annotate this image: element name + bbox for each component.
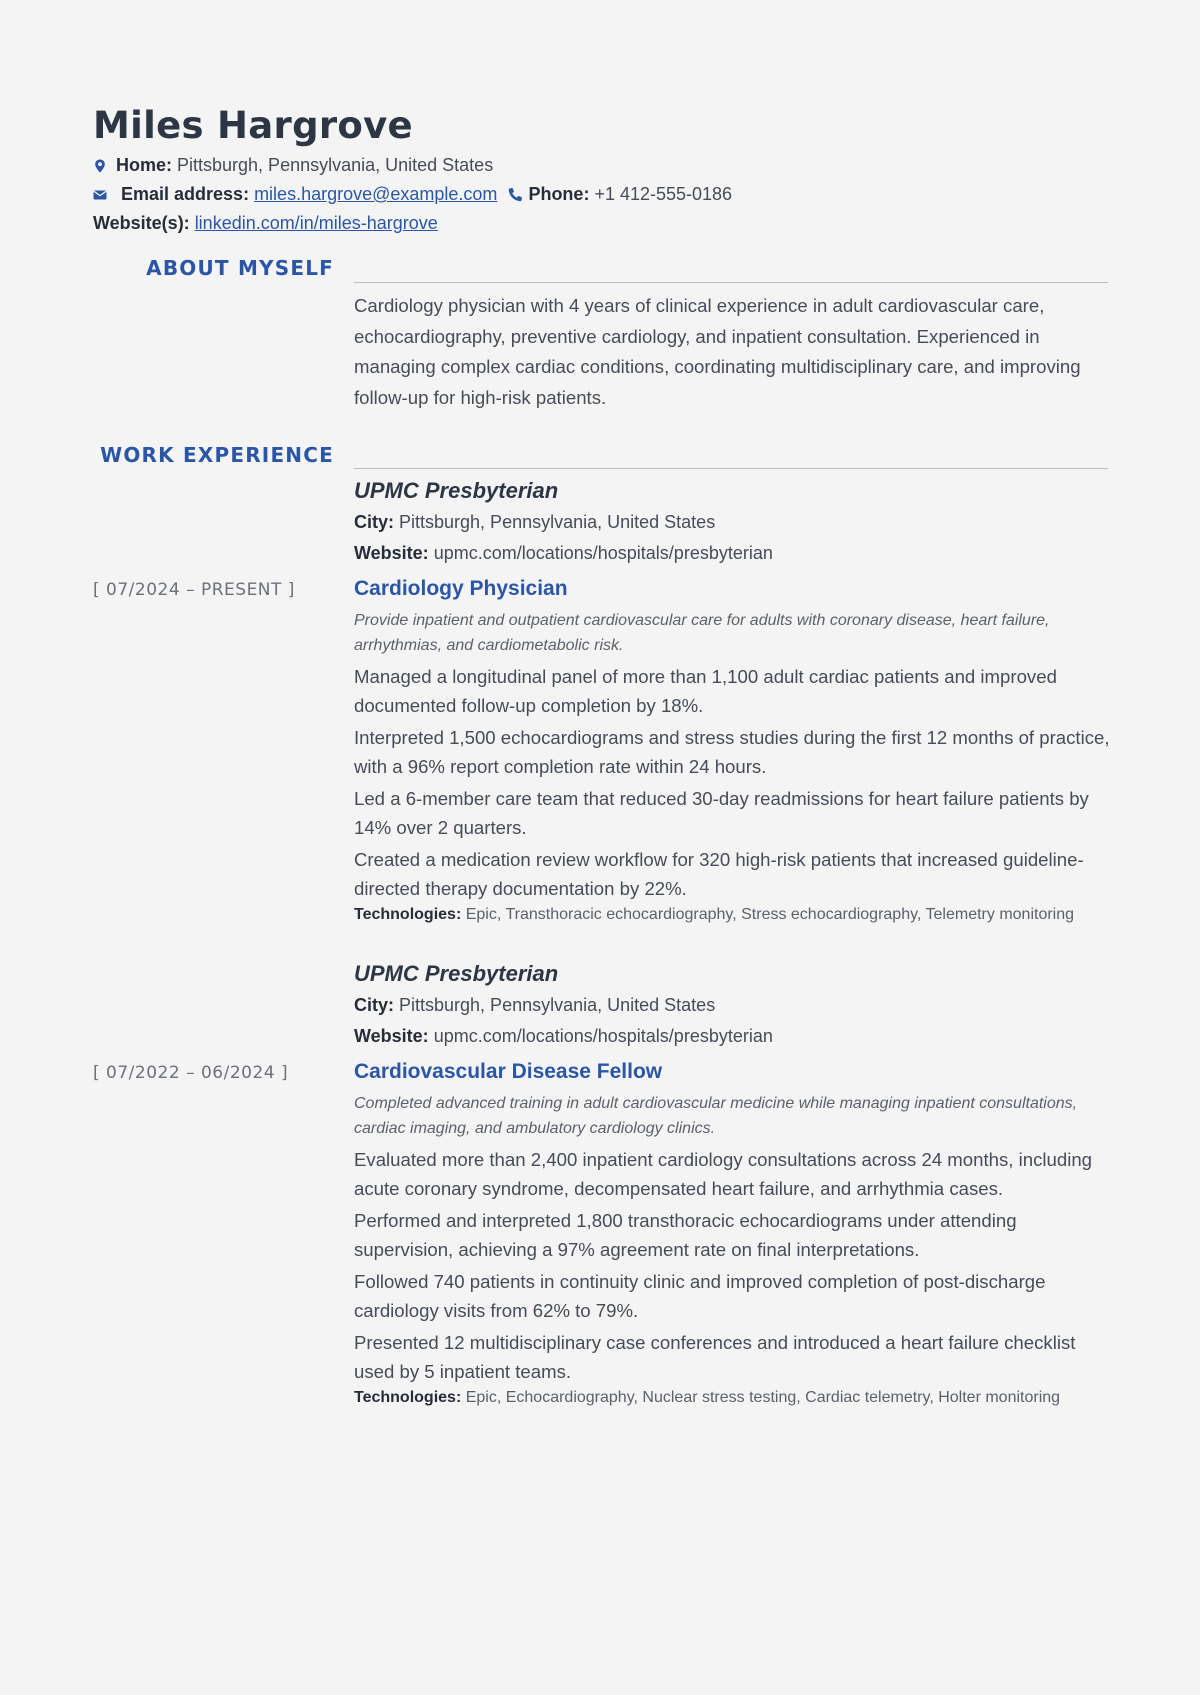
candidate-name: Miles Hargrove (93, 104, 413, 147)
job-dates: [ 07/2022 – 06/2024 ] (93, 1063, 289, 1083)
job-title: Cardiovascular Disease Fellow (354, 1060, 663, 1083)
about-section-title: ABOUT MYSELF (146, 256, 334, 280)
email-phone-line (93, 184, 732, 205)
email-label: Email address: (121, 184, 250, 204)
website-line (93, 213, 438, 234)
city-value: Pittsburgh, Pennsylvania, United States (399, 512, 716, 532)
city-label: City: (354, 512, 394, 532)
job-description: Completed advanced training in adult cardiovascular medicine while managing inpatient consultations, cardiac imaging, and ambulatory cardiology clinics. (354, 1095, 1078, 1137)
job-website (354, 1025, 1110, 1056)
website-value: upmc.com/locations/hospitals/presbyterian (433, 543, 773, 563)
work-divider (354, 468, 1108, 469)
job-achievements (354, 1145, 1110, 1386)
job-technologies (354, 1389, 1110, 1407)
phone-label: Phone: (528, 184, 590, 204)
website-label: Website(s): (93, 213, 190, 233)
city-value: Pittsburgh, Pennsylvania, United States (399, 995, 716, 1015)
technologies-label: Technologies: (354, 906, 462, 923)
map-pin-icon (93, 159, 107, 173)
technologies-value: Epic, Transthoracic echocardiography, Stress echocardiography, Telemetry monitoring (465, 906, 1075, 923)
about-text: Cardiology physician with 4 years of clinical experience in adult cardiovascular care, echocardiography, preventive cardiology, and inpatient consultation. Experienced in managing complex cardiac conditions, coordinating multidisciplinary care, and improving follow-up for high-risk patients. (354, 295, 1081, 408)
list-item: Led a 6-member care team that reduced 30-day readmissions for heart failure patients by 14% over 2 quarters. (354, 788, 1089, 838)
home-value: Pittsburgh, Pennsylvania, United States (177, 155, 494, 175)
website-label: Website: (354, 543, 429, 563)
job-entry (354, 961, 1110, 1407)
job-title: Cardiology Physician (354, 577, 568, 600)
website-label: Website: (354, 1026, 429, 1046)
home-label: Home: (116, 155, 173, 175)
list-item: Performed and interpreted 1,800 transthoracic echocardiograms under attending supervision, achieving a 97% agreement rate on final interpretations. (354, 1210, 1017, 1260)
job-dates: [ 07/2024 – PRESENT ] (93, 580, 295, 600)
job-city (354, 994, 1110, 1025)
city-label: City: (354, 995, 394, 1015)
technologies-label: Technologies: (354, 1389, 462, 1406)
phone-icon (507, 187, 523, 203)
envelope-icon (93, 188, 107, 202)
technologies-value: Epic, Echocardiography, Nuclear stress testing, Cardiac telemetry, Holter monitoring (465, 1389, 1061, 1406)
website-link[interactable]: linkedin.com/in/miles-hargrove (194, 213, 438, 233)
employer-name: UPMC Presbyterian (354, 961, 559, 986)
about-divider (354, 282, 1108, 283)
job-website (354, 542, 1110, 573)
email-link[interactable]: miles.hargrove@example.com (254, 184, 498, 204)
list-item: Interpreted 1,500 echocardiograms and stress studies during the first 12 months of practice, with a 96% report completion rate within 24 hours. (354, 727, 1110, 777)
job-technologies (354, 906, 1110, 924)
job-achievements (354, 662, 1110, 903)
work-section-title: WORK EXPERIENCE (100, 443, 334, 467)
website-value: upmc.com/locations/hospitals/presbyterian (433, 1026, 773, 1046)
list-item: Followed 740 patients in continuity clinic and improved completion of post-discharge cardiology visits from 62% to 79%. (354, 1271, 1046, 1321)
list-item: Created a medication review workflow for 320 high-risk patients that increased guideline-directed therapy documentation by 22%. (354, 849, 1084, 899)
phone-value: +1 412-555-0186 (594, 184, 733, 204)
list-item: Managed a longitudinal panel of more than 1,100 adult cardiac patients and improved documented follow-up completion by 18%. (354, 666, 1057, 716)
list-item: Evaluated more than 2,400 inpatient cardiology consultations across 24 months, including acute coronary syndrome, decompensated heart failure, and arrhythmia cases. (354, 1149, 1093, 1199)
home-line (93, 155, 493, 176)
list-item: Presented 12 multidisciplinary case conferences and introduced a heart failure checklist used by 5 inpatient teams. (354, 1332, 1076, 1382)
job-entry (354, 478, 1110, 924)
job-city (354, 511, 1110, 542)
employer-name: UPMC Presbyterian (354, 478, 559, 503)
job-description: Provide inpatient and outpatient cardiovascular care for adults with coronary disease, heart failure, arrhythmias, and cardiometabolic risk. (354, 612, 1050, 654)
